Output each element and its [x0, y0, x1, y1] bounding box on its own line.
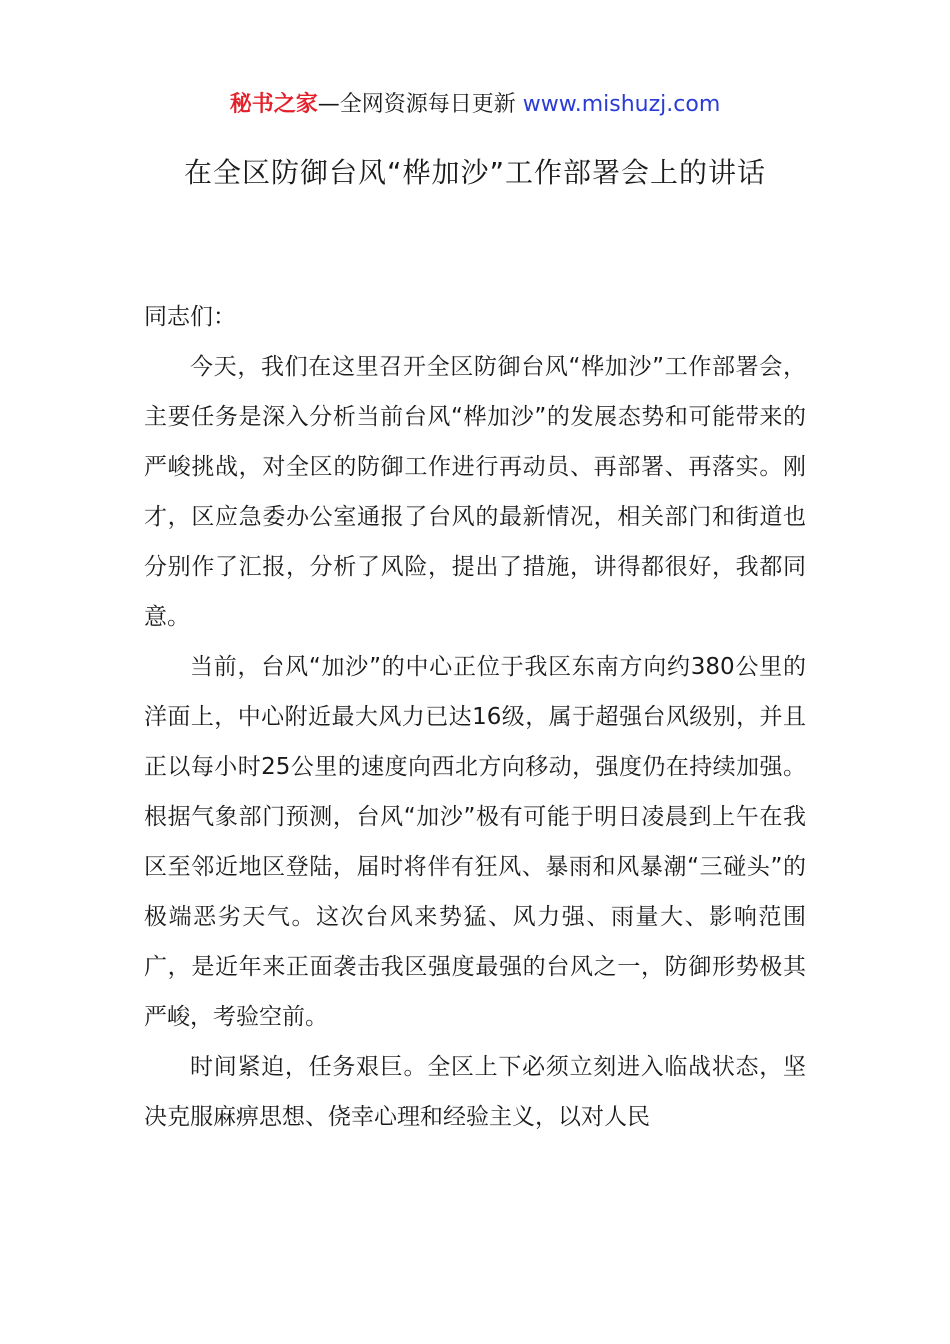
- paragraph-2: 当前，台风“加沙”的中心正位于我区东南方向约380公里的洋面上，中心附近最大风力已达16级，属于超强台风级别，并且正以每小时25公里的速度向西北方向移动，强度仍在持续加强。根据气象部门预测，台风“加沙”极有可能于明日凌晨到上午在我区至邻近地区登陆，届时将伴有狂风、暴雨和风暴潮“三碰头”的极端恶劣天气。这次台风来势猛、风力强、雨量大、影响范围广，是近年来正面袭击我区强度最强的台风之一，防御形势极其严峻，考验空前。: [144, 654, 806, 1030]
- document-title: 在全区防御台风“桦加沙”工作部署会上的讲话: [183, 156, 766, 189]
- site-brand: 秘书之家: [229, 92, 318, 117]
- paragraph-3: 时间紧迫，任务艰巨。全区上下必须立刻进入临战状态，坚决克服麻痹思想、侥幸心理和经验主义，以对人民: [144, 1054, 806, 1130]
- site-url-link[interactable]: www.mishuzj.com: [522, 92, 721, 117]
- salutation: 同志们：: [144, 304, 236, 330]
- paragraph-1: 今天，我们在这里召开全区防御台风“桦加沙”工作部署会，主要任务是深入分析当前台风“桦加沙”的发展态势和可能带来的严峻挑战，对全区的防御工作进行再动员、再部署、再落实。刚才，区应急委办公室通报了台风的最新情况，相关部门和街道也分别作了汇报，分析了风险，提出了措施，讲得都很好，我都同意。: [144, 354, 806, 630]
- site-header: [0, 88, 950, 122]
- document-body: [144, 292, 806, 1142]
- site-tagline: —全网资源每日更新: [317, 92, 516, 117]
